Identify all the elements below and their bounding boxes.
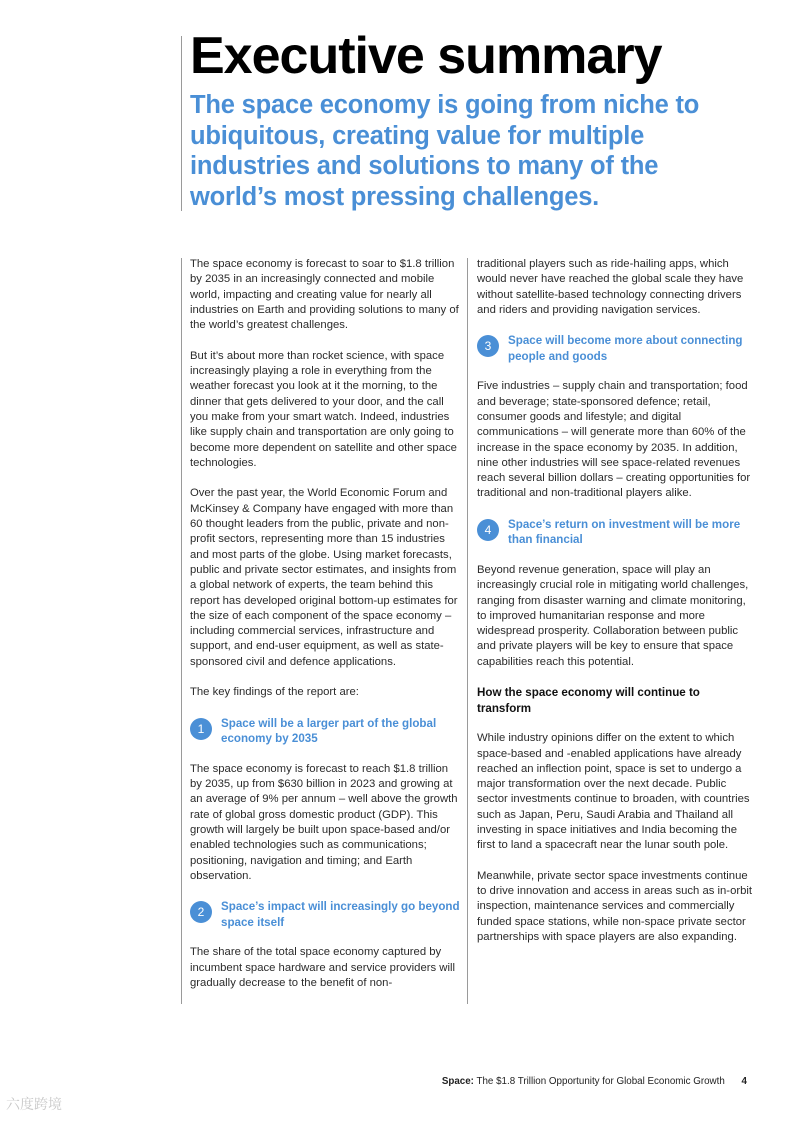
page-title: Executive summary	[190, 27, 662, 85]
left-column	[190, 257, 462, 1007]
number-badge-icon: 4	[477, 519, 499, 541]
page-subtitle: The space economy is going from niche to ubiquitous, creating value for multiple industries and solutions to many of the world’s most pressing challenges.	[190, 91, 700, 211]
body-paragraph: Five industries – supply chain and transportation; food and beverage; state-sponsored defence; retail, consumer goods and lifestyle; and digital communications – will generate more than 60% of the increase in the space economy by 2035. In addition, nine other industries will see space-related revenues reach several billion dollars – creating opportunities for traditional and non-traditional players alike.	[477, 380, 751, 500]
footer-report-title: The $1.8 Trillion Opportunity for Global Economic Growth	[476, 1076, 725, 1087]
title-divider-line	[181, 36, 182, 211]
key-finding-title: Space will be a larger part of the global economy by 2035	[221, 716, 437, 746]
key-finding-3	[477, 333, 757, 364]
number-badge-icon: 1	[190, 718, 212, 740]
key-finding-title: Space will become more about connecting people and goods	[508, 334, 743, 363]
key-finding-2	[190, 899, 462, 930]
body-paragraph: Beyond revenue generation, space will play an increasingly crucial role in mitigating world challenges, ranging from disaster warning and climate monitoring, to improved humanitarian response and more widespread prosperity. Collaboration between public and private players will be key to ensure that space capabilities reach this potential.	[477, 563, 749, 668]
right-column	[477, 257, 757, 961]
number-badge-icon: 3	[477, 335, 499, 357]
key-finding-1	[190, 716, 462, 747]
body-paragraph: Meanwhile, private sector space investments continue to drive innovation and access in areas such as in-orbit inspection, maintenance services and commercially funded space stations, while non-space private sector partnerships with space players are also expanding.	[477, 869, 753, 944]
key-finding-4	[477, 517, 757, 548]
body-paragraph: The share of the total space economy captured by incumbent space hardware and service providers will gradually decrease to the benefit of non-	[190, 946, 455, 989]
section-subheading: How the space economy will continue to transform	[477, 686, 700, 715]
body-paragraph: The space economy is forecast to soar to $1.8 trillion by 2035 in an increasingly connected and mobile world, impacting and creating value for nearly all industries on Earth and providing solutions to many of the world’s greatest challenges.	[190, 258, 459, 332]
watermark-logo	[6, 1094, 62, 1114]
key-finding-title: Space’s return on investment will be more than financial	[508, 518, 741, 547]
body-paragraph: Over the past year, the World Economic Forum and McKinsey & Company have engaged with more than 60 thought leaders from the public, private and non-profit sectors, representing more than 15 industries and most parts of the globe. Using market forecasts, public and private sector estimates, and insights from a global network of experts, the team behind this report has developed original bottom-up estimates for the size of each component of the space economy – including commercial services, infrastructure and support, and end-user equipment, as well as state-sponsored civil and defence applications.	[190, 487, 458, 668]
left-column-divider-line	[181, 258, 182, 1004]
middle-column-divider-line	[467, 258, 468, 1004]
footer-report-label: Space:	[441, 1076, 474, 1087]
number-badge-icon: 2	[190, 901, 212, 923]
body-paragraph: But it’s about more than rocket science, with space increasingly playing a role in everything from the weather forecast you look at it the morning, to the dinner that gets delivered to your door, and the call you make from your smart watch. Indeed, industries like supply chain and transportation are only going to become more dependent on satellite and other space technologies.	[190, 349, 457, 469]
watermark-text: 六度跨境	[6, 1097, 62, 1113]
page-footer	[442, 1076, 747, 1087]
body-paragraph: traditional players such as ride-hailing apps, which would never have reached the global scale they have without satellite-based technology connecting drivers and riders and providing navigation services.	[477, 258, 744, 316]
page-number: 4	[741, 1076, 747, 1087]
body-paragraph: While industry opinions differ on the extent to which space-based and -enabled applications have already reached an inflection point, space is set to undergo a major transformation over the next decade. Public sector investments continue to broaden, with countries such as Japan, Peru, Saudi Arabia and Thailand all investing in space initiatives and India becoming the first to land a spacecraft near the lunar south pole.	[477, 732, 750, 852]
key-finding-title: Space’s impact will increasingly go beyond space itself	[221, 900, 460, 929]
body-paragraph: The key findings of the report are:	[190, 686, 359, 699]
body-paragraph: The space economy is forecast to reach $1.8 trillion by 2035, up from $630 billion in 2023 and growing at an average of 9% per annum – well above the growth rate of global gross domestic product (GDP). This growth will largely be built upon space-based and/or enabled technologies such as communications; positioning, navigation and timing; and Earth observation.	[190, 762, 458, 882]
